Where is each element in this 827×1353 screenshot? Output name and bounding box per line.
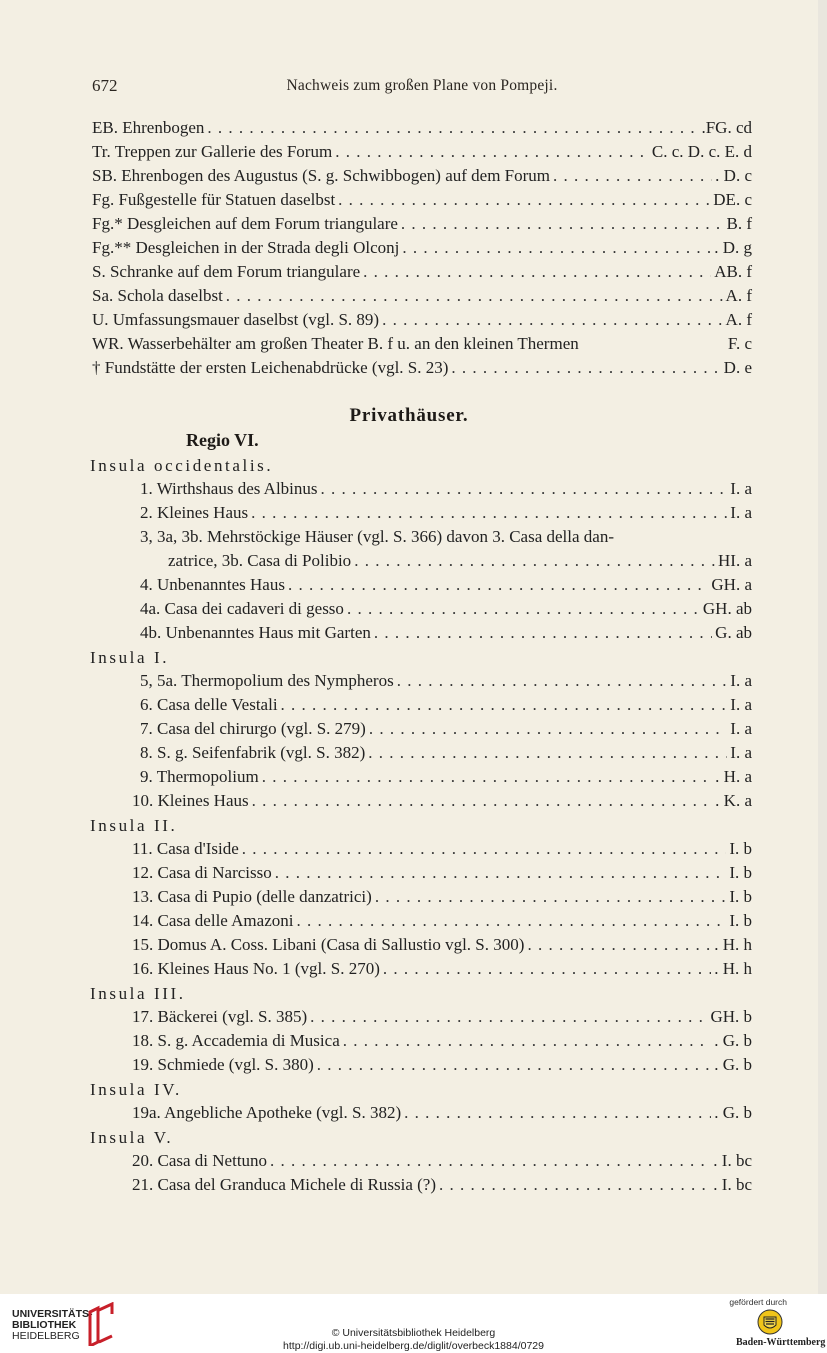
running-title: Nachweis zum großen Plane von Pompeji. xyxy=(286,77,558,94)
list-item: 19. Schmiede (vgl. S. 380) . . . . G. b xyxy=(132,1055,752,1079)
list-item: 3, 3a, 3b. Mehrstöckige Häuser (vgl. S. 366) davon 3. Casa della dan- xyxy=(140,527,614,546)
list-item: EB. Ehrenbogen . . . .FG. cd xyxy=(92,118,752,142)
list-item: 4b. Unbenanntes Haus mit Garten . . . G. ab xyxy=(140,623,752,647)
list-item: SB. Ehrenbogen des Augustus (S. g. Schwibbogen) auf dem Forum . . . . D. c xyxy=(92,166,752,190)
list-item: zatrice, 3b. Casa di Polibio . . . HI. a xyxy=(168,551,752,575)
list-item: Fg. Fußgestelle für Statuen daselbst . . . DE. c xyxy=(92,190,752,214)
list-item: 10. Kleines Haus . . . . K. a xyxy=(132,791,752,815)
list-item: 1. Wirthshaus des Albinus . . . I. a xyxy=(140,479,752,503)
list-item: 15. Domus A. Coss. Libani (Casa di Sallustio vgl. S. 300) . . . . H. h xyxy=(132,935,752,959)
list-item: 7. Casa del chirurgo (vgl. S. 279) . . . I. a xyxy=(140,719,752,743)
list-item: 13. Casa di Pupio (delle danzatrici) . . . I. b xyxy=(132,887,752,911)
insula-heading: Insula III. xyxy=(90,984,186,1003)
list-item: † Fundstätte der ersten Leichenabdrücke (vgl. S. 23) . . . D. e xyxy=(92,358,752,382)
insula-heading: Insula II. xyxy=(90,816,178,835)
list-item: 16. Kleines Haus No. 1 (vgl. S. 270) . . . . H. h xyxy=(132,959,752,983)
list-item: 11. Casa d'Iside . . . I. b xyxy=(132,839,752,863)
list-item: 21. Casa del Granduca Michele di Russia (?) . . . . I. bc xyxy=(132,1175,752,1199)
library-logo-text[interactable]: UNIVERSITÄTS- BIBLIOTHEK HEIDELBERG xyxy=(12,1308,93,1342)
list-item: 2. Kleines Haus . . . I. a xyxy=(140,503,752,527)
regio-heading: Regio VI. xyxy=(186,430,259,450)
list-item: Fg.** Desgleichen in der Strada degli Olconj . . . . D. g xyxy=(92,238,752,262)
page-number: 672 xyxy=(92,76,118,95)
list-item: 17. Bäckerei (vgl. S. 385) . . . GH. b xyxy=(132,1007,752,1031)
list-item: 19a. Angebliche Apotheke (vgl. S. 382) . . . . G. b xyxy=(132,1103,752,1127)
insula-heading: Insula I. xyxy=(90,648,170,667)
list-item: 6. Casa delle Vestali . . . I. a xyxy=(140,695,752,719)
sponsor-label: gefördert durch xyxy=(729,1297,787,1307)
insula-heading: Insula occidentalis. xyxy=(90,456,274,475)
list-item: Sa. Schola daselbst . . . A. f xyxy=(92,286,752,310)
list-item: U. Umfassungsmauer daselbst (vgl. S. 89) . . . A. f xyxy=(92,310,752,334)
sponsor-name: Baden-Württemberg xyxy=(736,1337,826,1348)
list-item: 9. Thermopolium . . . . H. a xyxy=(140,767,752,791)
list-item: WR. Wasserbehälter am großen Theater B. f u. an den kleinen Thermen F. c xyxy=(92,334,752,353)
list-item: Fg.* Desgleichen auf dem Forum triangulare . . . B. f xyxy=(92,214,752,238)
page-header xyxy=(92,76,752,100)
coat-of-arms-icon xyxy=(757,1309,783,1335)
insula-heading: Insula IV. xyxy=(90,1080,182,1099)
list-item: 5, 5a. Thermopolium des Nympheros . . . I. a xyxy=(140,671,752,695)
permalink[interactable]: http://digi.ub.uni-heidelberg.de/diglit/overbeck1884/0729 xyxy=(283,1340,544,1352)
section-title: Privathäuser. xyxy=(349,405,469,426)
list-item: 18. S. g. Accademia di Musica . . . . G. b xyxy=(132,1031,752,1055)
list-item: 4. Unbenanntes Haus . . . GH. a xyxy=(140,575,752,599)
list-item: S. Schranke auf dem Forum triangulare . . . AB. f xyxy=(92,262,752,286)
page-edge xyxy=(818,0,827,1294)
insula-heading: Insula V. xyxy=(90,1128,174,1147)
list-item: 14. Casa delle Amazoni . . . I. b xyxy=(132,911,752,935)
list-item: 4a. Casa dei cadaveri di gesso . . . GH. ab xyxy=(140,599,752,623)
copyright-notice: © Universitätsbibliothek Heidelberg http://digi.ub.uni-heidelberg.de/diglit/overbeck1884/0729 xyxy=(0,1327,827,1353)
list-item: 8. S. g. Seifenfabrik (vgl. S. 382) . . . I. a xyxy=(140,743,752,767)
list-item: 12. Casa di Narcisso . . . I. b xyxy=(132,863,752,887)
list-item: 20. Casa di Nettuno . . . . I. bc xyxy=(132,1151,752,1175)
list-item: Tr. Treppen zur Gallerie des Forum . . . C. c. D. c. E. d xyxy=(92,142,752,166)
